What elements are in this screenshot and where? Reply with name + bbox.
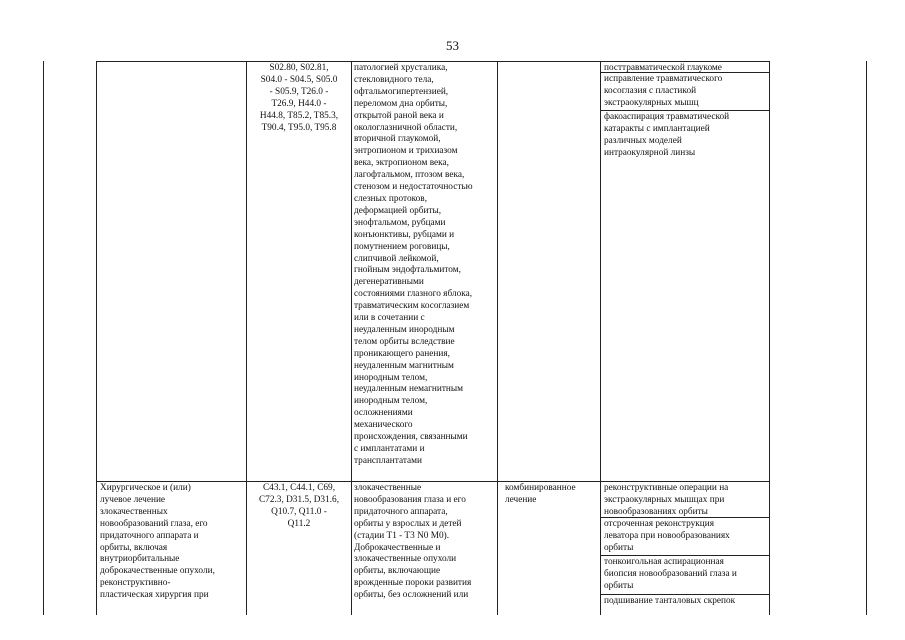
page-number: 53 [446, 38, 459, 53]
row1-codes: S02.80, S02.81, S04.0 - S04.5, S05.0 - S05.9, T26.0 - T26.9, H44.0 - H44.8, T85.2, T85.3, T90.4, T95.0, T95.8 [259, 63, 339, 133]
row2-diagnosis: злокачественные новообразования глаза и его придаточного аппарата, орбиты у взрослых и детей (стадии T1 - T3 N0 M0). Доброкачественные и злокачественные опухоли орбиты, включающие врожденные пороки развития орбиты, без осложнений или [354, 483, 472, 601]
row2-treatment: комбинированное лечение [505, 483, 576, 505]
row1-method-2: исправление травматического косоглазия с пластикой экстраокулярных мышц [604, 74, 723, 108]
row2-name: Хирургическое и (или) лучевое лечение злокачественных новообразований глаза, его придаточного аппарата и орбиты, включая внутриорбитальные доброкачественные опухоли, реконструктивно- пластическая хирургия при [100, 483, 215, 601]
row1-diagnosis: патологией хрусталика, стекловидного тела, офтальмогипертензией, переломом дна орбиты, открытой раной века и окологлазничной области, вторичной глаукомой, энтропионом и трихиазом века, эктропионом века, лагофтальмом, птозом века, стенозом и недостаточностью слезных протоков, деформацией орбиты, энофтальмом, рубцами конъюнктивы, рубцами и помутнением роговицы, слипчивой лейкомой, гнойным эндофтальмитом, дегенеративными состояниями глазного яблока, травматическим косоглазием или в сочетании с неудаленным инородным телом орбиты вследствие проникающего ранения, неудаленным магнитным инородным телом, неудаленным немагнитным инородным телом, осложнениями механического происхождения, связанными с имплантатами и трансплантатами [354, 63, 473, 466]
row2-codes: C43.1, C44.1, C69, C72.3, D31.5, D31.6, Q10.7, Q11.0 - Q11.2 [258, 483, 340, 529]
row1-method-1: посттравматической глаукоме [604, 63, 722, 73]
row2-method-1: реконструктивные операции на экстраокулярных мышцах при новообразованиях орбиты [604, 483, 729, 517]
row2-method-3: тонкоигольная аспирационная биопсия новообразований глаза и орбиты [604, 557, 737, 591]
row1-method-3: факоаспирация травматической катаракты с имплантацией различных моделей интраокулярной линзы [604, 112, 730, 158]
row2-method-4: подшивание танталовых скрепок [604, 596, 736, 606]
row2-method-2: отсроченная реконструкция леватора при новообразованиях орбиты [604, 519, 730, 553]
